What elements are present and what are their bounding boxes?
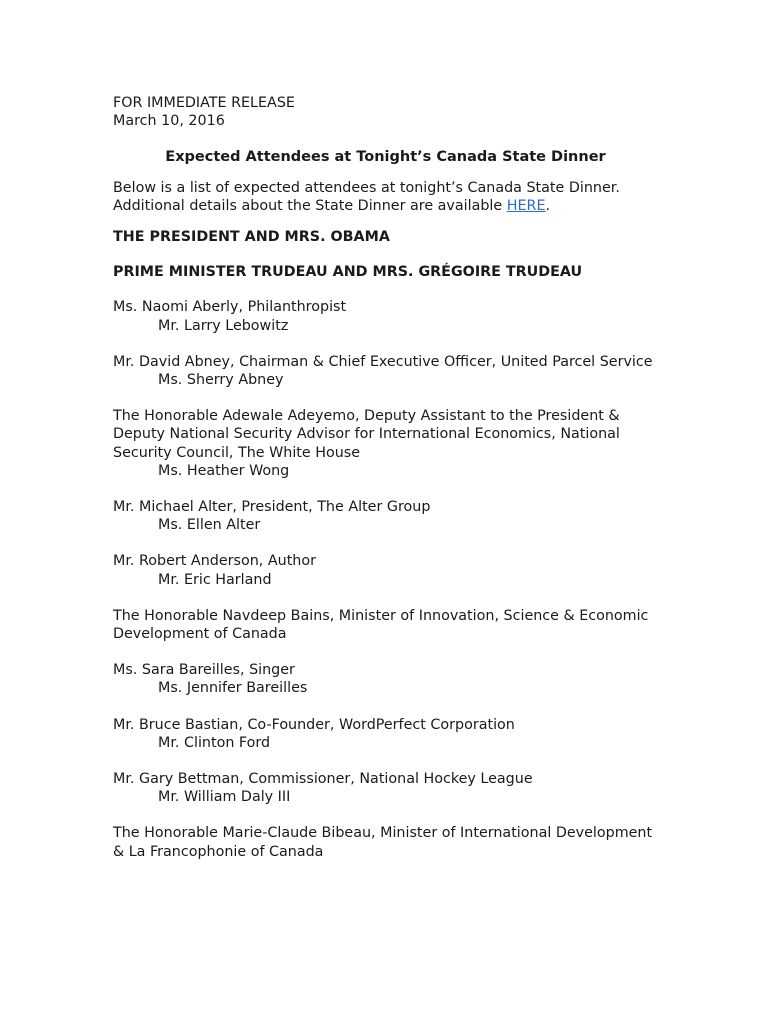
attendee-guest: Ms. Ellen Alter — [158, 517, 261, 534]
intro-text-end: . — [545, 197, 551, 214]
attendee-entry — [113, 607, 658, 643]
heading-prime-minister: PRIME MINISTER TRUDEAU AND MRS. GRÉGOIRE TRUDEAU — [113, 264, 583, 281]
attendee-primary: Mr. Bruce Bastian, Co-Founder, WordPerfect Corporation — [113, 716, 515, 733]
attendee-guest: Mr. Larry Lebowitz — [158, 317, 289, 334]
attendee-entry — [113, 498, 658, 534]
attendee-entry — [113, 353, 658, 389]
attendee-guest: Mr. Eric Harland — [158, 571, 272, 588]
attendee-primary: The Honorable Navdeep Bains, Minister of Innovation, Science & Economic Development of Canada — [113, 607, 649, 643]
attendee-entry — [113, 770, 658, 806]
attendee-primary: The Honorable Marie-Claude Bibeau, Minister of International Development & La Francophonie of Canada — [113, 825, 653, 860]
attendee-guest: Ms. Sherry Abney — [158, 372, 284, 389]
attendee-guest: Ms. Heather Wong — [158, 462, 290, 479]
attendee-list — [113, 298, 658, 860]
intro-text: Below is a list of expected attendees at tonight’s Canada State Dinner. Additional details about the State Dinner are available — [113, 179, 620, 214]
attendee-entry — [113, 407, 658, 480]
press-release-document — [113, 94, 658, 879]
release-date: March 10, 2016 — [113, 113, 225, 130]
attendee-primary: Mr. Robert Anderson, Author — [113, 553, 316, 570]
attendee-primary: Mr. David Abney, Chairman & Chief Executive Officer, United Parcel Service — [113, 353, 653, 370]
attendee-entry — [113, 552, 658, 588]
attendee-primary: Mr. Michael Alter, President, The Alter Group — [113, 499, 431, 516]
attendee-guest: Ms. Jennifer Bareilles — [158, 680, 308, 697]
attendee-entry — [113, 824, 658, 860]
attendee-primary: Mr. Gary Bettman, Commissioner, National Hockey League — [113, 771, 533, 788]
heading-president: THE PRESIDENT AND MRS. OBAMA — [113, 229, 390, 246]
attendee-primary: The Honorable Adewale Adeyemo, Deputy Assistant to the President & Deputy National Security Advisor for International Economics, National Security Council, The White House — [113, 408, 620, 461]
attendee-guest: Mr. William Daly III — [158, 789, 291, 806]
intro-paragraph — [113, 179, 658, 215]
attendee-guest: Mr. Clinton Ford — [158, 734, 271, 751]
attendee-entry — [113, 716, 658, 752]
release-label: FOR IMMEDIATE RELEASE — [113, 95, 295, 111]
attendee-entry — [113, 298, 658, 334]
attendee-primary: Ms. Sara Bareilles, Singer — [113, 662, 295, 679]
attendee-primary: Ms. Naomi Aberly, Philanthropist — [113, 299, 347, 316]
document-title: Expected Attendees at Tonight’s Canada State Dinner — [165, 149, 606, 166]
details-link[interactable]: HERE — [506, 197, 546, 214]
attendee-entry — [113, 661, 658, 697]
